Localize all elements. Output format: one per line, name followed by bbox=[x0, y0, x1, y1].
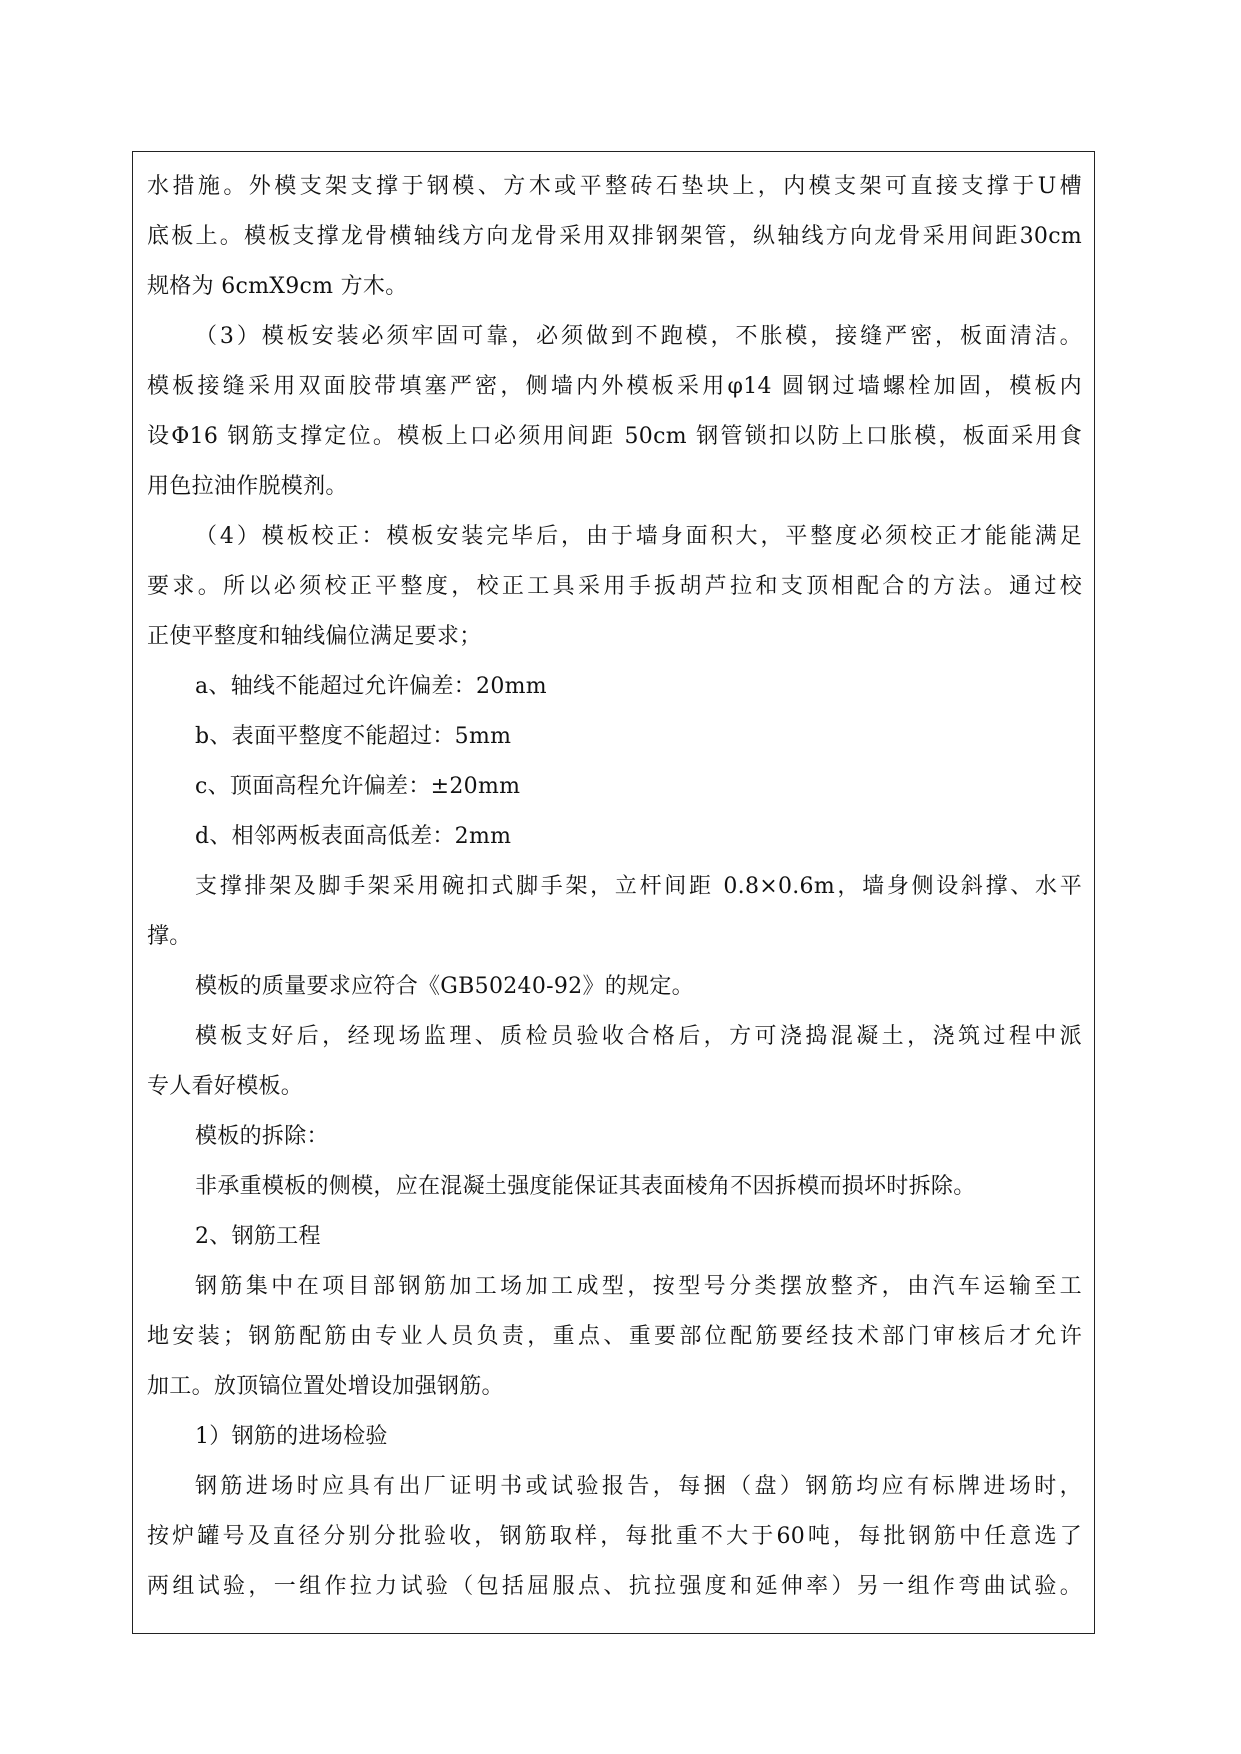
text-line: 地安装；钢筋配筋由专业人员负责，重点、重要部位配筋要经技术部门审核后才允许 bbox=[147, 1324, 1082, 1349]
text-line: 水措施。外模支架支撑于钢模、方木或平整砖石垫块上，内模支架可直接支撑于U槽 bbox=[147, 174, 1082, 199]
text-line: 要求。所以必须校正平整度，校正工具采用手扳胡芦拉和支顶相配合的方法。通过校 bbox=[147, 574, 1082, 599]
text-line: 底板上。模板支撑龙骨横轴线方向龙骨采用双排钢架管，纵轴线方向龙骨采用间距30cm bbox=[147, 224, 1082, 249]
text-line: 按炉罐号及直径分别分批验收，钢筋取样，每批重不大于60吨，每批钢筋中任意选了 bbox=[147, 1524, 1082, 1549]
text-line: 钢筋集中在项目部钢筋加工场加工成型，按型号分类摆放整齐，由汽车运输至工 bbox=[195, 1274, 1082, 1299]
text-line: 正使平整度和轴线偏位满足要求； bbox=[147, 624, 482, 649]
text-line: 模板的拆除： bbox=[195, 1124, 329, 1149]
document-body bbox=[147, 162, 1082, 1612]
text-line: 模板的质量要求应符合《GB50240-92》的规定。 bbox=[195, 974, 694, 999]
text-line: 专人看好模板。 bbox=[147, 1074, 304, 1099]
text-line: 两组试验，一组作拉力试验（包括屈服点、抗拉强度和延伸率）另一组作弯曲试验。 bbox=[147, 1574, 1082, 1599]
text-line: （3）模板安装必须牢固可靠，必须做到不跑模，不胀模，接缝严密，板面清洁。 bbox=[195, 324, 1082, 349]
text-line: 用色拉油作脱模剂。 bbox=[147, 474, 348, 499]
document-frame bbox=[132, 151, 1095, 1634]
text-line: 非承重模板的侧模，应在混凝土强度能保证其表面棱角不因拆模而损坏时拆除。 bbox=[195, 1174, 976, 1199]
text-line: c、顶面高程允许偏差：±20mm bbox=[195, 774, 521, 799]
subsection-heading: 1）钢筋的进场检验 bbox=[195, 1424, 388, 1449]
text-line: 设Φ16 钢筋支撑定位。模板上口必须用间距 50cm 钢管锁扣以防上口胀模，板面采用食 bbox=[147, 424, 1082, 449]
text-line: 模板支好后，经现场监理、质检员验收合格后，方可浇捣混凝土，浇筑过程中派 bbox=[195, 1024, 1082, 1049]
text-line: 撑。 bbox=[147, 924, 192, 949]
text-line: 加工。放顶镐位置处增设加强钢筋。 bbox=[147, 1374, 504, 1399]
text-line: 支撑排架及脚手架采用碗扣式脚手架，立杆间距 0.8×0.6m，墙身侧设斜撑、水平 bbox=[195, 874, 1082, 899]
text-line: b、表面平整度不能超过：5mm bbox=[195, 724, 512, 749]
text-line: d、相邻两板表面高低差：2mm bbox=[195, 824, 512, 849]
text-line: 钢筋进场时应具有出厂证明书或试验报告，每捆（盘）钢筋均应有标牌进场时， bbox=[195, 1474, 1082, 1499]
text-line: 模板接缝采用双面胶带填塞严密，侧墙内外模板采用φ14 圆钢过墙螺栓加固，模板内 bbox=[147, 374, 1082, 399]
text-line: a、轴线不能超过允许偏差：20mm bbox=[195, 674, 547, 699]
text-line: 规格为 6cmX9cm 方木。 bbox=[147, 274, 408, 299]
text-line: （4）模板校正：模板安装完毕后，由于墙身面积大，平整度必须校正才能能满足 bbox=[195, 524, 1082, 549]
section-heading: 2、钢筋工程 bbox=[195, 1224, 321, 1249]
